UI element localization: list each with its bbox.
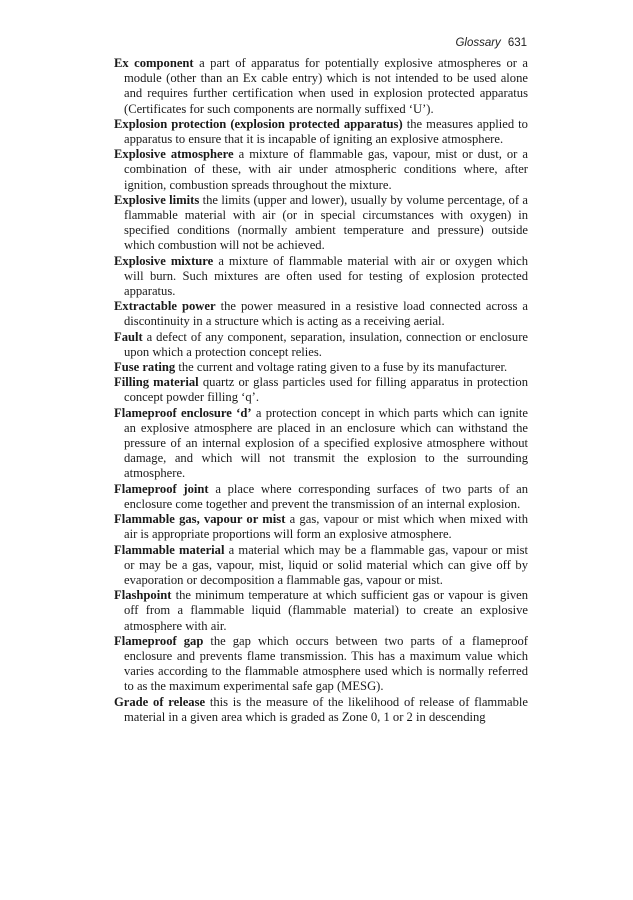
glossary-definition: this is the measure of the likelihood of release of flammable material in a given area which is graded as Zone 0, 1 or 2 in descending bbox=[124, 694, 528, 724]
glossary-definition: the limits (upper and lower), usually by volume percentage, of a flammable material with air (or in special circumstances with oxygen) in specified conditions (normally ambient temperature and pressure) outside which combustion will not be achieved. bbox=[124, 192, 529, 253]
glossary-term: Explosive atmosphere bbox=[114, 147, 234, 162]
page-number: 631 bbox=[507, 37, 527, 49]
glossary-entries bbox=[114, 56, 528, 725]
running-header bbox=[455, 37, 527, 49]
glossary-entry bbox=[114, 695, 528, 725]
glossary-term: Fuse rating bbox=[114, 360, 176, 375]
glossary-term: Fault bbox=[114, 329, 143, 344]
glossary-definition: a protection concept in which parts which can ignite an explosive atmosphere are placed in an enclosure which can withstand the pressure of an internal explosion of a specified explosive atmosphere without damage, and which will not transmit the explosion to the surrounding atmosphere. bbox=[124, 405, 528, 481]
glossary-definition: a material which may be a flammable gas, vapour or mist or may be a gas, vapour, mist, liquid or solid material which can give off by evaporation or decomposition a flammable gas, vapour or mist. bbox=[124, 542, 528, 587]
glossary-term: Flammable gas, vapour or mist bbox=[114, 512, 286, 527]
glossary-term: Filling material bbox=[114, 375, 199, 390]
glossary-term: Explosion protection (explosion protected apparatus) bbox=[114, 116, 403, 131]
glossary-definition: a mixture of flammable material with air or oxygen which will burn. Such mixtures are often used for testing of explosion protected apparatus. bbox=[124, 253, 528, 299]
glossary-term: Explosive mixture bbox=[114, 253, 214, 268]
glossary-entry bbox=[114, 375, 528, 405]
glossary-entry bbox=[114, 543, 528, 589]
glossary-entry bbox=[114, 406, 528, 482]
glossary-definition: a mixture of flammable gas, vapour, mist or dust, or a combination of these, with air under atmospheric conditions where, after ignition, combustion spreads throughout the mixture. bbox=[124, 147, 528, 192]
glossary-entry bbox=[114, 482, 528, 512]
glossary-definition: the minimum temperature at which sufficient gas or vapour is given off from a flammable liquid (flammable material) to create an explosive atmosphere with air. bbox=[124, 588, 529, 633]
glossary-term: Flameproof enclosure ‘d’ bbox=[114, 405, 252, 420]
glossary-definition: a defect of any component, separation, insulation, connection or enclosure upon which a protection concept relies. bbox=[124, 329, 528, 359]
glossary-term: Flammable material bbox=[114, 542, 225, 557]
glossary-entry bbox=[114, 147, 528, 193]
glossary-definition: the current and voltage rating given to a fuse by its manufacturer. bbox=[178, 360, 508, 375]
running-header-title: Glossary bbox=[455, 37, 501, 49]
glossary-entry bbox=[114, 588, 528, 634]
glossary-entry bbox=[114, 360, 528, 375]
glossary-term: Flashpoint bbox=[114, 588, 172, 603]
glossary-definition: the power measured in a resistive load connected across a discontinuity in a structure which is acting as a receiving aerial. bbox=[124, 299, 528, 329]
glossary-entry bbox=[114, 193, 528, 254]
glossary-definition: a part of apparatus for potentially explosive atmospheres or a module (other than an Ex cable entry) which is not intended to be used alone and requires further certification when used in explosion protected apparatus (Certificates for such components are normally suffixed ‘U’). bbox=[124, 56, 529, 116]
glossary-entry bbox=[114, 512, 528, 542]
glossary-definition: the measures applied to apparatus to ensure that it is incapable of igniting an explosive atmosphere. bbox=[124, 116, 528, 147]
glossary-term: Ex component bbox=[114, 56, 194, 70]
glossary-term: Grade of release bbox=[114, 694, 206, 709]
glossary-definition: a place where corresponding surfaces of two parts of an enclosure come together and prevent the transmission of an internal explosion. bbox=[124, 481, 529, 511]
glossary-term: Extractable power bbox=[114, 299, 216, 314]
glossary-definition: a gas, vapour or mist which when mixed with air is appropriate proportions will form an explosive atmosphere. bbox=[124, 512, 528, 542]
glossary-term: Explosive limits bbox=[114, 192, 200, 207]
glossary-definition: quartz or glass particles used for filling apparatus in protection concept powder filling ‘q’. bbox=[124, 375, 529, 405]
glossary-entry bbox=[114, 330, 528, 360]
glossary-entry bbox=[114, 117, 528, 147]
glossary-entry bbox=[114, 634, 528, 695]
glossary-term: Flameproof gap bbox=[114, 633, 204, 648]
glossary-entry bbox=[114, 299, 528, 329]
glossary-entry bbox=[114, 254, 528, 300]
glossary-definition: the gap which occurs between two parts of a flameproof enclosure and prevents flame transmission. This has a maximum value which varies according to the flammable atmosphere used which is normally referred to as the maximum experimental safe gap (MESG). bbox=[124, 633, 528, 694]
glossary-term: Flameproof joint bbox=[114, 481, 209, 496]
glossary-entry bbox=[114, 56, 528, 117]
